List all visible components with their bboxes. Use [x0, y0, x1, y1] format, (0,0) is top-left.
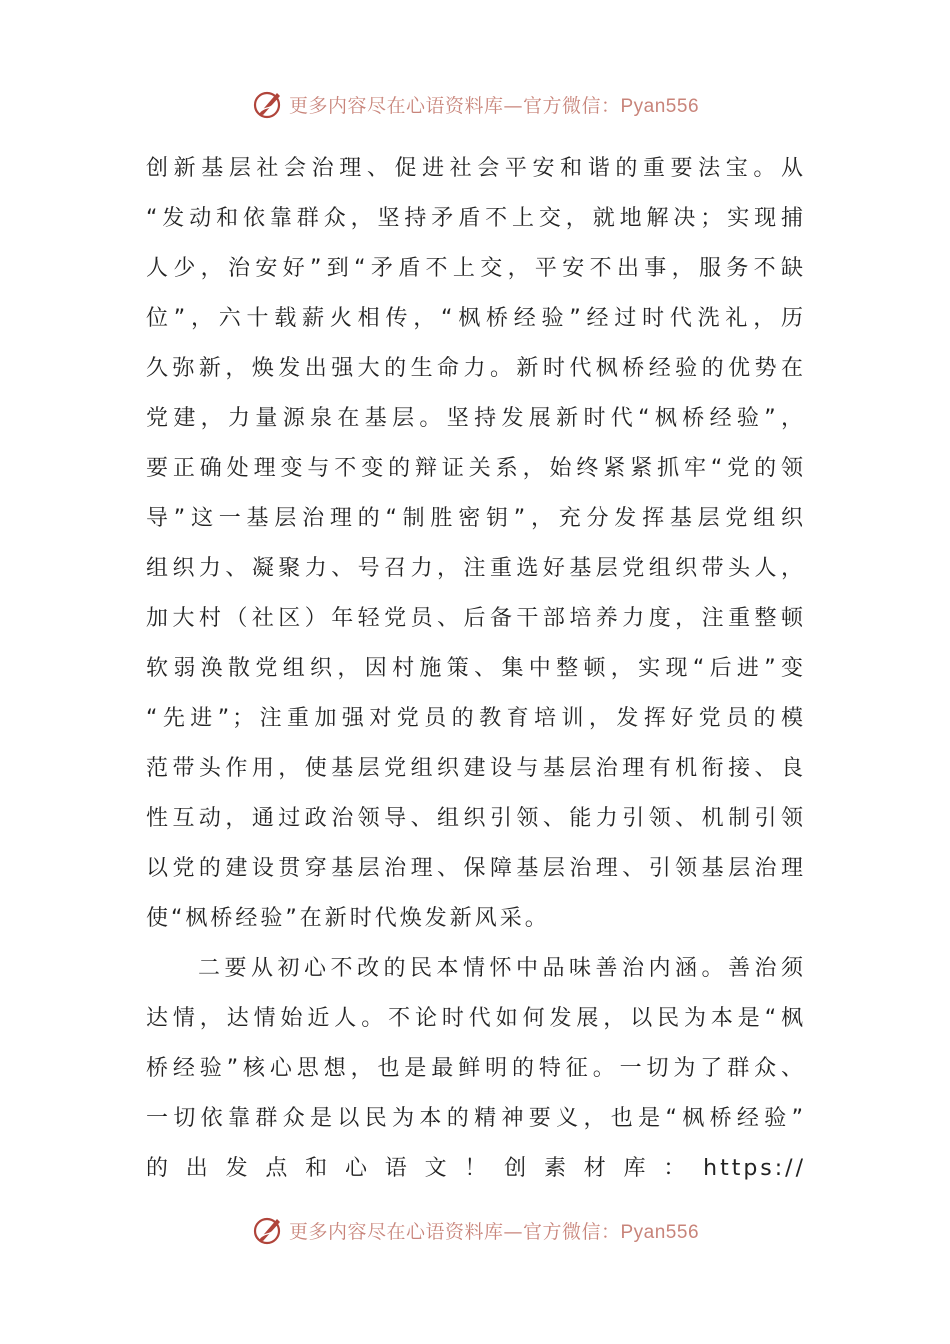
header-watermark: [0, 84, 950, 124]
watermark-handle: Pyan556: [620, 95, 700, 117]
paragraph-start-line: 二要从初心不改的民本情怀中品味善治内涵。善治须: [198, 956, 806, 981]
text-line: 一切依靠群众是以民为本的精神要义，也是“枫桥经验”: [146, 1106, 806, 1131]
text-line: 性互动，通过政治领导、组织引领、能力引领、机制引领: [146, 806, 806, 831]
text-line: 人少，治安好”到“矛盾不上交，平安不出事，服务不缺: [146, 256, 806, 281]
text-line: 创新基层社会治理、促进社会平安和谐的重要法宝。从: [146, 156, 806, 181]
text-line: 要正确处理变与不变的辩证关系，始终紧紧抓牢“党的领: [146, 456, 806, 481]
document-body: [146, 144, 806, 1194]
footer-watermark: [0, 1210, 950, 1250]
text-line: 的出发点和心语文！创素材库：https://: [146, 1156, 806, 1181]
text-line: “发动和依靠群众，坚持矛盾不上交，就地解决；实现捕: [146, 206, 806, 231]
text-line: 使“枫桥经验”在新时代焕发新风采。: [146, 906, 550, 931]
text-line: 导”这一基层治理的“制胜密钥”，充分发挥基层党组织: [146, 506, 806, 531]
text-line: 位”，六十载薪火相传，“枫桥经验”经过时代洗礼，历: [146, 306, 806, 331]
text-line: 加大村（社区）年轻党员、后备干部培养力度，注重整顿: [146, 606, 806, 631]
text-line: 党建，力量源泉在基层。坚持发展新时代“枫桥经验”，: [146, 406, 806, 431]
text-line: “先进”；注重加强对党员的教育培训，发挥好党员的模: [146, 706, 806, 731]
quill-logo-icon: [251, 87, 285, 121]
text-line: 达情，达情始近人。不论时代如何发展，以民为本是“枫: [146, 1006, 806, 1031]
watermark-text: 更多内容尽在心语资料库—官方微信：Pyan556: [288, 94, 700, 117]
quill-logo-icon: [251, 1213, 285, 1247]
watermark-text: 更多内容尽在心语资料库—官方微信：Pyan556: [288, 1220, 700, 1243]
text-line: 桥经验”核心思想，也是最鲜明的特征。一切为了群众、: [146, 1056, 806, 1081]
text-line: 以党的建设贯穿基层治理、保障基层治理、引领基层治理: [146, 856, 806, 881]
text-line: 组织力、凝聚力、号召力，注重选好基层党组织带头人，: [146, 556, 806, 581]
text-line: 范带头作用，使基层党组织建设与基层治理有机衔接、良: [146, 756, 806, 781]
text-line: 久弥新，焕发出强大的生命力。新时代枫桥经验的优势在: [146, 356, 806, 381]
watermark-handle: Pyan556: [620, 1221, 700, 1243]
text-line: 软弱涣散党组织，因村施策、集中整顿，实现“后进”变: [146, 656, 806, 681]
